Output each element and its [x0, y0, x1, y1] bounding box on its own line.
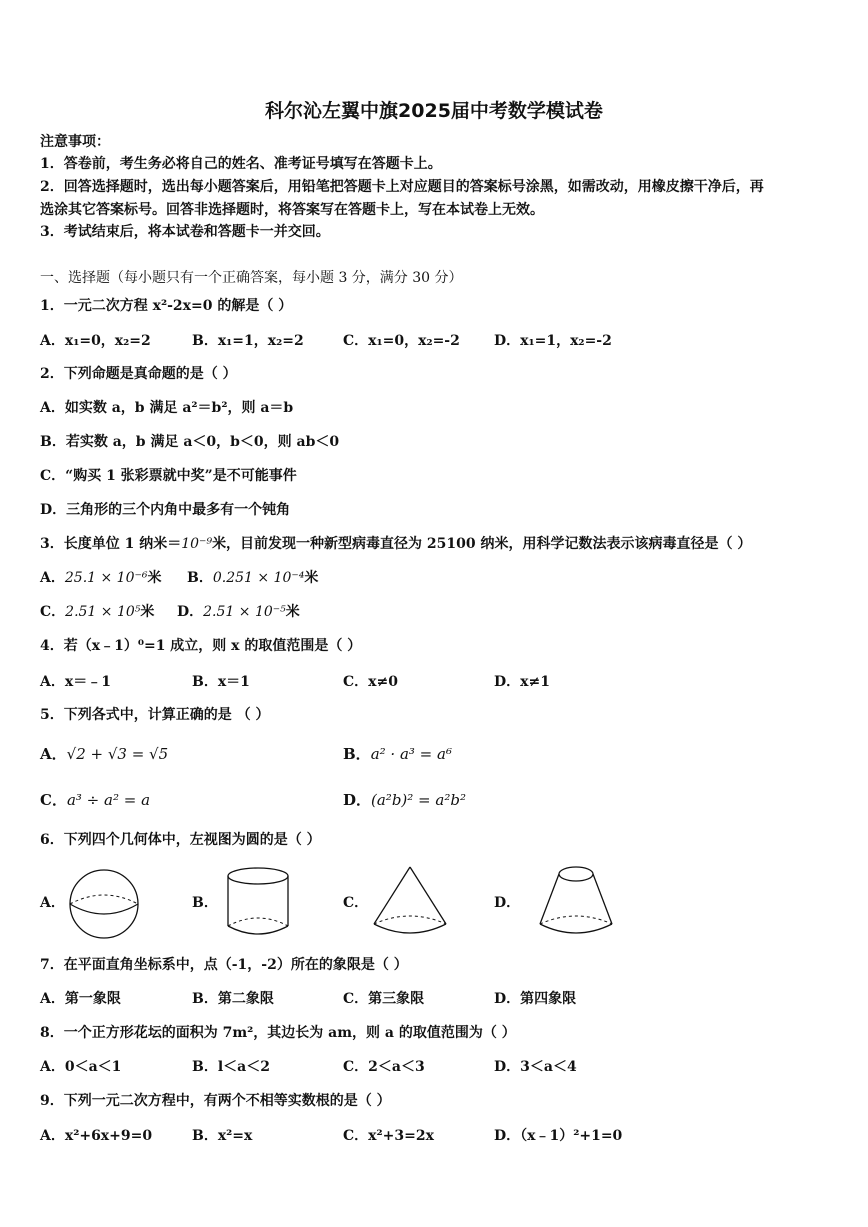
sphere-figure	[66, 866, 142, 942]
section-heading: 一、选择题（每小题只有一个正确答案，每小题 3 分，满分 30 分）	[40, 270, 463, 286]
q2-option-c: C．“购买 1 张彩票就中奖”是不可能事件	[40, 468, 297, 484]
q8-stem: 8．一个正方形花坛的面积为 7m²，其边长为 am，则 a 的取值范围为（ ）	[40, 1025, 516, 1041]
q9-stem: 9．下列一元二次方程中，有两个不相等实数根的是（ ）	[40, 1093, 391, 1109]
note-1: 1．答卷前，考生务必将自己的姓名、准考证号填写在答题卡上。	[40, 156, 442, 172]
q3-stem-math: 10⁻⁹	[181, 536, 213, 552]
q5-d-math: (a²b)² = a²b²	[371, 791, 466, 809]
exam-title: 科尔沁左翼中旗2025届中考数学模试卷	[265, 100, 603, 122]
q5-option-a	[40, 745, 168, 763]
q4-stem: 4．若（x﹣1）⁰=1 成立，则 x 的取值范围是（ ）	[40, 638, 362, 654]
q3-stem-pre: 3．长度单位 1 纳米＝	[40, 536, 182, 552]
q7-option-d: D．第四象限	[494, 991, 577, 1007]
q4-option-b: B．x＝1	[192, 674, 250, 690]
q3-a-unit: 米	[147, 570, 162, 586]
q3-option-b	[187, 569, 318, 587]
q3-d-label: D．	[177, 604, 204, 620]
q5-b-label: B．	[343, 745, 371, 763]
q9-option-b: B．x²=x	[192, 1128, 253, 1144]
q5-option-b	[343, 745, 452, 763]
q1-option-a: A．x₁=0，x₂=2	[40, 333, 151, 349]
q6-stem: 6．下列四个几何体中，左视图为圆的是（ ）	[40, 832, 321, 848]
q4-option-d: D．x≠1	[494, 674, 550, 690]
q7-option-c: C．第三象限	[343, 991, 425, 1007]
q2-option-b: B．若实数 a，b 满足 a＜0，b＜0，则 ab＜0	[40, 434, 340, 450]
q8-option-b: B．l＜a＜2	[192, 1059, 270, 1075]
q3-stem	[40, 535, 751, 553]
q5-a-math: √2 + √3 = √5	[66, 745, 169, 763]
q7-stem: 7．在平面直角坐标系中，点（-1，-2）所在的象限是（ ）	[40, 957, 408, 973]
q3-c-label: C．	[40, 604, 66, 620]
q5-stem: 5．下列各式中，计算正确的是 （ ）	[40, 707, 270, 723]
q8-option-d: D．3＜a＜4	[494, 1059, 577, 1075]
q6-option-d: D．	[494, 895, 521, 911]
note-2-line-1: 2．回答选择题时，选出每小题答案后，用铅笔把答题卡上对应题目的答案标号涂黑，如需改动，用橡皮擦干净后，再	[40, 179, 764, 195]
q5-b-math: a² · a³ = a⁶	[370, 745, 452, 763]
q1-option-c: C．x₁=0，x₂=-2	[343, 333, 460, 349]
q3-a-label: A．	[40, 570, 65, 586]
q7-option-a: A．第一象限	[40, 991, 121, 1007]
q3-b-unit: 米	[304, 570, 319, 586]
q7-option-b: B．第二象限	[192, 991, 274, 1007]
q3-option-c	[40, 603, 154, 621]
q2-stem: 2．下列命题是真命题的是（ ）	[40, 366, 237, 382]
q1-stem: 1．一元二次方程 x²-2x=0 的解是（ ）	[40, 298, 293, 314]
q3-c-math: 2.51 × 10⁵	[65, 604, 141, 620]
q2-option-a: A．如实数 a，b 满足 a²＝b²，则 a＝b	[40, 400, 294, 416]
q5-a-label: A．	[40, 745, 67, 763]
q5-c-label: C．	[40, 791, 67, 809]
q9-option-a: A．x²+6x+9=0	[40, 1128, 153, 1144]
q6-option-c: C．	[343, 895, 369, 911]
frustum-figure	[536, 864, 616, 940]
q6-option-b: B．	[192, 895, 218, 911]
q3-b-label: B．	[187, 570, 213, 586]
q3-c-unit: 米	[140, 604, 155, 620]
q2-option-d: D．三角形的三个内角中最多有一个钝角	[40, 502, 291, 518]
note-2-line-2: 选涂其它答案标号。回答非选择题时，将答案写在答题卡上，写在本试卷上无效。	[40, 202, 544, 218]
q5-option-c	[40, 791, 150, 809]
note-3: 3．考试结束后，将本试卷和答题卡一并交回。	[40, 224, 330, 240]
q1-option-b: B．x₁=1，x₂=2	[192, 333, 304, 349]
q3-option-a	[40, 569, 162, 587]
q6-option-a: A．	[40, 895, 65, 911]
q3-b-math: 0.251 × 10⁻⁴	[212, 570, 305, 586]
q3-stem-post: 米，目前发现一种新型病毒直径为 25100 纳米，用科学记数法表示该病毒直径是（ ）	[212, 536, 752, 552]
q8-option-c: C．2＜a＜3	[343, 1059, 425, 1075]
q9-option-d: D．（x﹣1）²+1=0	[494, 1128, 623, 1144]
q3-a-math: 25.1 × 10⁻⁶	[64, 570, 148, 586]
q5-d-label: D．	[343, 791, 372, 809]
q3-d-math: 2.51 × 10⁻⁵	[203, 604, 286, 620]
q4-option-c: C．x≠0	[343, 674, 398, 690]
q1-option-d: D．x₁=1，x₂=-2	[494, 333, 612, 349]
q8-option-a: A．0＜a＜1	[40, 1059, 122, 1075]
notes-heading: 注意事项：	[40, 134, 110, 150]
q3-d-unit: 米	[285, 604, 300, 620]
q9-option-c: C．x²+3=2x	[343, 1128, 434, 1144]
cone-figure	[370, 864, 450, 938]
q5-option-d	[343, 791, 466, 809]
cylinder-figure	[222, 866, 294, 938]
q3-option-d	[177, 603, 300, 621]
q4-option-a: A．x＝﹣1	[40, 674, 111, 690]
q5-c-math: a³ ÷ a² = a	[66, 791, 151, 809]
